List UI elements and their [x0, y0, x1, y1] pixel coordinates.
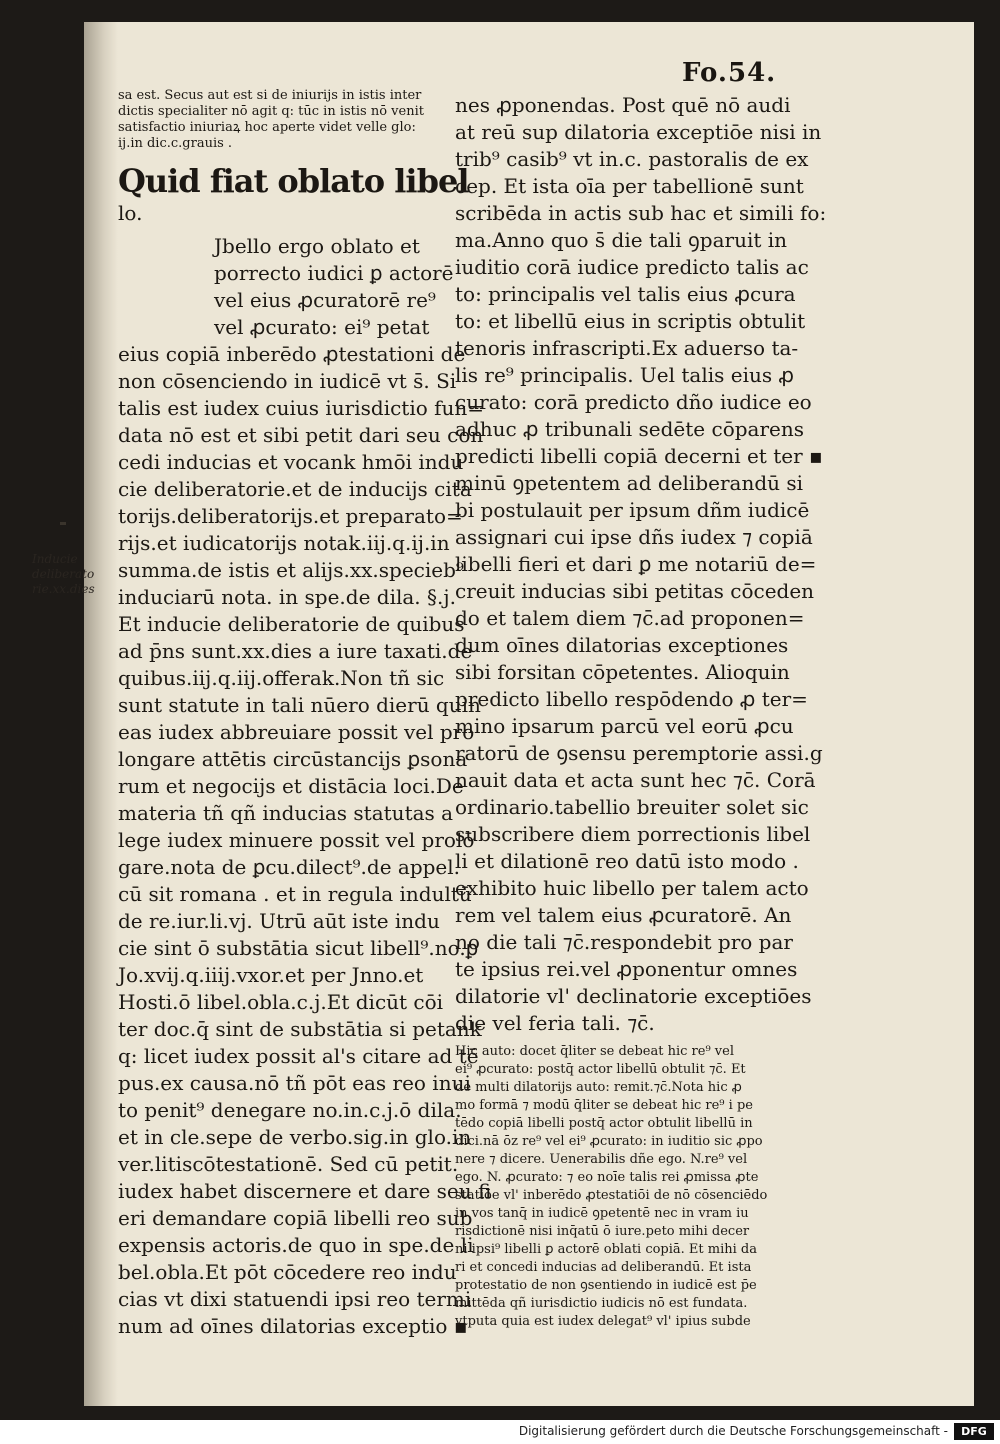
- margin-note-line: rie.xx.dies: [32, 582, 95, 596]
- text-line: bel.obla.Et pōt cōcedere reo indu: [118, 1260, 457, 1284]
- commentary-line: protestatio de non ꝯsentiendo in iudicē est p̄e: [455, 1278, 757, 1293]
- margin-note-line: Inducie: [32, 552, 78, 566]
- text-line: assignari cui ipse dñs iudex ⁊ copiā: [455, 525, 813, 549]
- text-line: to penit⁹ denegare no.in.c.j.ō dila.: [118, 1098, 462, 1122]
- text-line: eius copiā inberēdo ꝓtestationi de: [118, 342, 466, 366]
- text-line: predicti libelli copiā decerni et ter ▪: [455, 444, 823, 468]
- text-line: Jbello ergo oblato et: [214, 234, 420, 258]
- text-line: summa.de istis et alijs.xx.specieb⁹: [118, 558, 464, 582]
- text-line: rijs.et iudicatorijs notak.iij.q.ij.in: [118, 531, 450, 555]
- commentary-line: in vos tanq̄ in iudicē ꝯpetentē nec in vram iu: [455, 1206, 749, 1221]
- section-heading: Quid fiat oblato libel: [118, 162, 469, 200]
- opening-line: satisfactio iniuriaꝝ hoc aperte videt velle glo:: [118, 120, 416, 135]
- margin-note: [32, 552, 116, 597]
- commentary-line: vtputa quia est iudex delegat⁹ vl' ipius subde: [455, 1314, 751, 1329]
- text-line: expensis actoris.de quo in spe.de li: [118, 1233, 474, 1257]
- funding-notice: Digitalisierung gefördert durch die Deutsche Forschungsgemeinschaft -: [518, 1424, 948, 1438]
- section-heading-continued: lo.: [118, 201, 143, 225]
- text-line: bi postulauit per ipsum dñm iudicē: [455, 498, 810, 522]
- text-line: tenoris infrascripti.Ex aduerso ta-: [455, 336, 799, 360]
- text-line: torijs.deliberatorijs.et preparato=: [118, 504, 463, 528]
- text-line: cie sint ō substātia sicut libell⁹.no.ꝑ: [118, 936, 479, 960]
- text-line: cie deliberatorie.et de inducijs cita: [118, 477, 472, 501]
- text-line: pus.ex causa.nō tñ pōt eas reo inui: [118, 1071, 471, 1095]
- text-line: die vel feria tali. ⁊c̄.: [455, 1011, 655, 1035]
- opening-line: ij.in dic.c.grauis .: [118, 136, 233, 151]
- dfg-logo: DFG: [954, 1423, 994, 1440]
- text-line: rem vel talem eius ꝓcuratorē. An: [455, 903, 792, 927]
- commentary-line: de multi dilatorijs auto: remit.⁊c̄.Nota hic ꝓ: [455, 1080, 742, 1095]
- opening-line: sa est. Secus aut est si de iniurijs in istis inter: [118, 88, 422, 103]
- text-line: cias vt dixi statuendi ipsi reo termi: [118, 1287, 472, 1311]
- text-line: talis est iudex cuius iurisdictio fun=: [118, 396, 485, 420]
- text-line: q: licet iudex possit al's citare ad tē: [118, 1044, 479, 1068]
- text-line: cep. Et ista oīa per tabellionē sunt: [455, 174, 804, 198]
- text-line: no die tali ⁊c̄.respondebit pro par: [455, 930, 793, 954]
- text-line: te ipsius rei.vel ꝓponentur omnes: [455, 957, 798, 981]
- commentary-line: tēdo copiā libelli postq̄ actor obtulit libellū in: [455, 1116, 753, 1131]
- left-column: [118, 88, 492, 1340]
- page-gutter: [84, 22, 118, 1406]
- commentary-line: nere ⁊ dicere. Uenerabilis dñe ego. N.re⁹ vel: [455, 1152, 748, 1167]
- commentary-line: ego. N. ꝓcurato: ⁊ eo noīe talis rei ꝓmissa ꝓte: [455, 1170, 759, 1185]
- text-line: minū ꝯpetentem ad deliberandū si: [455, 471, 804, 495]
- text-line: to: principalis vel talis eius ꝓcura: [455, 282, 796, 306]
- text-line: gare.nota de ꝑcu.dilect⁹.de appel.: [118, 855, 461, 879]
- text-line: do et talem diem ⁊c̄.ad proponen=: [455, 606, 805, 630]
- text-line: sunt statute in tali nūero dierū quin: [118, 693, 481, 717]
- text-line: predicto libello respōdendo ꝓ ter=: [455, 687, 808, 711]
- text-line: de re.iur.li.vj. Utrū aūt iste indu: [118, 909, 440, 933]
- commentary-line: mittēda qñ iurisdictio iudicis nō est fundata.: [455, 1296, 748, 1311]
- text-line: ma.Anno quo s̄ die tali ꝯparuit in: [455, 228, 788, 252]
- commentary-line: ei⁹ ꝓcurato: postq̄ actor libellū obtulit ⁊c̄. Et: [455, 1062, 746, 1077]
- commentary-line: dici.nā ōz re⁹ vel ei⁹ ꝓcurato: in iuditio sic ꝓpo: [455, 1134, 763, 1149]
- commentary-line: risdictionē nisi inq̄atū ō iure.peto mihi decer: [455, 1224, 750, 1239]
- text-line: sibi forsitan cōpetentes. Alioquin: [455, 660, 790, 684]
- text-line: mino ipsarum parcū vel eorū ꝓcu: [455, 714, 794, 738]
- opening-line: dictis specialiter nō agit q: tūc in istis nō venit: [118, 104, 424, 119]
- text-line: cedi inducias et vocank hmōi indu: [118, 450, 464, 474]
- right-column: [455, 92, 827, 1331]
- text-line: lis re⁹ principalis. Uel talis eius ꝓ: [455, 363, 794, 387]
- folio-number: Fo.54.: [682, 58, 777, 88]
- text-line: li et dilationē reo datū isto modo .: [455, 849, 799, 873]
- text-line: et in cle.sepe de verbo.sig.in glo.in: [118, 1125, 472, 1149]
- text-line: Hosti.ō libel.obla.c.j.Et dicūt cōi: [118, 990, 444, 1014]
- text-line: eri demandare copiā libelli reo sub: [118, 1206, 473, 1230]
- text-line: nauit data et acta sunt hec ⁊c̄. Corā: [455, 768, 816, 792]
- text-line: induciarū nota. in spe.de dila. §.j.: [118, 585, 456, 609]
- text-line: eas iudex abbreuiare possit vel pro: [118, 720, 475, 744]
- text-line: data nō est et sibi petit dari seu con: [118, 423, 484, 447]
- text-line: adhuc ꝓ tribunali sedēte cōparens: [455, 417, 805, 441]
- text-line: nes ꝓponendas. Post quē nō audi: [455, 93, 791, 117]
- text-line: iuditio corā iudice predicto talis ac: [455, 255, 809, 279]
- text-line: rum et negocijs et distācia loci.De: [118, 774, 464, 798]
- commentary-line: ni ipsi⁹ libelli ꝑ actorē oblati copiā. Et mihi da: [455, 1242, 757, 1257]
- text-line: libelli fieri et dari ꝑ me notariū de=: [455, 552, 817, 576]
- text-line: num ad oīnes dilatorias exceptio ▪: [118, 1314, 468, 1338]
- text-line: exhibito huic libello per talem acto: [455, 876, 809, 900]
- text-line: porrecto iudici ꝑ actorē: [214, 261, 454, 285]
- text-line: materia tñ qñ inducias statutas a: [118, 801, 454, 825]
- text-line: longare attētis circūstancijs ꝑsona: [118, 747, 468, 771]
- commentary-line: statiōe vl' inberēdo ꝓtestatiōi de nō cōsenciēdo: [455, 1188, 768, 1203]
- margin-note-line: deliberato: [32, 567, 95, 581]
- text-line: vel eius ꝓcuratorē re⁹: [214, 288, 436, 312]
- text-line: Et inducie deliberatorie de quibus: [118, 612, 465, 636]
- text-line: vel ꝓcurato: ei⁹ petat: [214, 315, 430, 339]
- text-line: trib⁹ casib⁹ vt in.c. pastoralis de ex: [455, 147, 809, 171]
- commentary-line: Hic auto: docet q̄liter se debeat hic re⁹ vel: [455, 1044, 734, 1059]
- text-line: Jo.xvij.q.iiij.vxor.et per Jnno.et: [118, 963, 424, 987]
- text-line: iudex habet discernere et dare seu fi: [118, 1179, 492, 1203]
- text-line: creuit inducias sibi petitas cōceden: [455, 579, 815, 603]
- text-line: curato: corā predicto dño iudice eo: [455, 390, 812, 414]
- text-line: quibus.iij.q.iij.offerak.Non tñ sic: [118, 666, 445, 690]
- text-line: ordinario.tabellio breuiter solet sic: [455, 795, 809, 819]
- commentary-line: ri et concedi inducias ad deliberandū. Et ista: [455, 1260, 752, 1275]
- text-line: scribēda in actis sub hac et simili fo:: [455, 201, 827, 225]
- text-line: dilatorie vl' declinatorie exceptiōes: [455, 984, 812, 1008]
- text-line: to: et libellū eius in scriptis obtulit: [455, 309, 806, 333]
- text-line: subscribere diem porrectionis libel: [455, 822, 811, 846]
- footer-bar: [0, 1420, 1000, 1444]
- text-line: lege iudex minuere possit vel prolō: [118, 828, 475, 852]
- text-line: dum oīnes dilatorias exceptiones: [455, 633, 789, 657]
- text-line: ver.litiscōtestationē. Sed cū petit.: [118, 1152, 459, 1176]
- text-line: ad p̄ns sunt.xx.dies a iure taxati.de: [118, 639, 473, 663]
- text-line: at reū sup dilatoria exceptiōe nisi in: [455, 120, 822, 144]
- text-line: ter doc.q̄ sint de substātia si petank: [118, 1017, 482, 1041]
- commentary-line: mo formā ⁊ modū q̄liter se debeat hic re⁹ i pe: [455, 1098, 753, 1113]
- text-line: non cōsenciendo in iudicē vt s̄. Si: [118, 369, 457, 393]
- text-line: cū sit romana . et in regula indultū: [118, 882, 472, 906]
- margin-mark: [60, 522, 66, 525]
- text-line: ratorū de ꝯsensu peremptorie assi.g: [455, 741, 823, 765]
